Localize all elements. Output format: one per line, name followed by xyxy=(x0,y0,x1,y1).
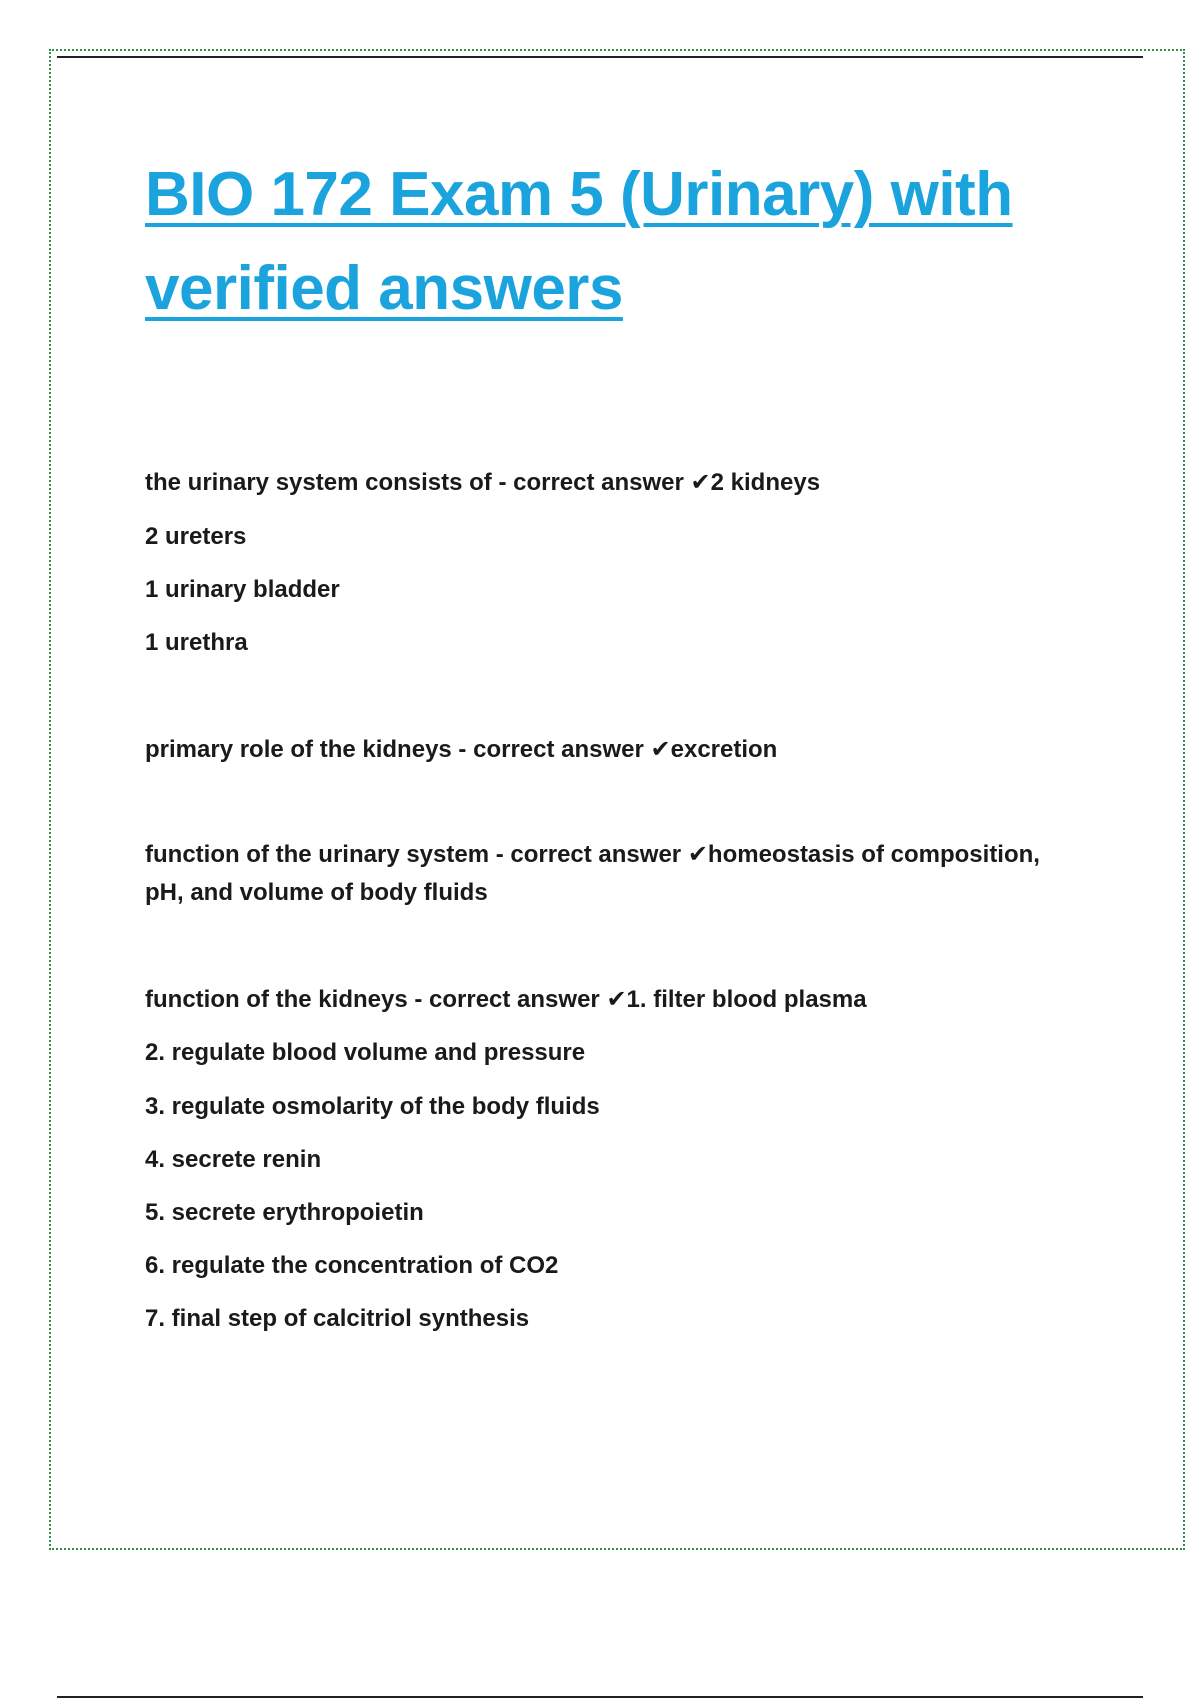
qa-1-answer-line: 1 urinary bladder xyxy=(145,576,340,603)
qa-3-answer-line: homeostasis of composition, pH, and volume of body fluids xyxy=(145,841,1040,906)
qa-4-question: function of the kidneys - correct answer xyxy=(145,986,607,1013)
qa-1-answer-line: 2 ureters xyxy=(145,523,247,550)
document-title: BIO 172 Exam 5 (Urinary) with verified answers xyxy=(145,160,1013,323)
qa-4-first-line xyxy=(145,985,867,1015)
qa-2-answer-line: excretion xyxy=(670,736,778,763)
qa-4-answer-line: 6. regulate the concentration of CO2 xyxy=(145,1252,559,1279)
qa-1-first-line xyxy=(145,468,820,498)
check-icon: ✔ xyxy=(690,469,711,496)
check-icon: ✔ xyxy=(606,986,627,1013)
qa-4-answer-line: 2. regulate blood volume and pressure xyxy=(145,1039,586,1066)
qa-4-answer-line: 4. secrete renin xyxy=(145,1146,322,1173)
qa-2-question: primary role of the kidneys - correct answer xyxy=(145,736,651,763)
check-icon: ✔ xyxy=(687,841,708,868)
qa-3-first-line xyxy=(145,836,1075,912)
qa-3-question: function of the urinary system - correct answer xyxy=(145,841,688,868)
qa-4-answer-line: 5. secrete erythropoietin xyxy=(145,1199,424,1226)
qa-2-first-line xyxy=(145,735,777,765)
qa-1-question: the urinary system consists of - correct answer xyxy=(145,469,691,496)
check-icon: ✔ xyxy=(650,736,671,763)
qa-4-answer-line: 1. filter blood plasma xyxy=(626,986,867,1013)
qa-1-answer-line: 1 urethra xyxy=(145,629,248,656)
qa-4-answer-line: 3. regulate osmolarity of the body fluids xyxy=(145,1093,600,1120)
top-rule xyxy=(57,56,1143,58)
qa-1-answer-line: 2 kidneys xyxy=(710,469,821,496)
qa-4-answer-line: 7. final step of calcitriol synthesis xyxy=(145,1305,530,1332)
bottom-rule xyxy=(57,1696,1143,1698)
